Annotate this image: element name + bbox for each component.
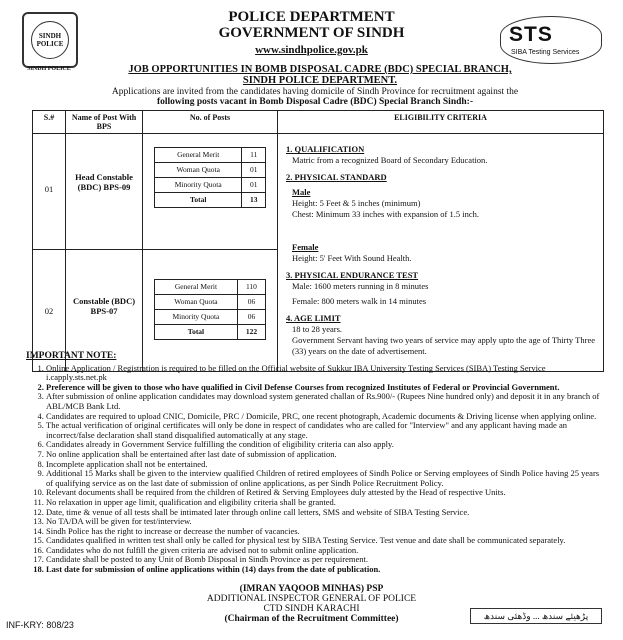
quota-count: 06: [237, 295, 265, 310]
col-posts: No. of Posts: [143, 111, 278, 134]
quota-table: [154, 147, 266, 208]
sts-tagline: SIBA Testing Services: [511, 49, 580, 56]
list-item: 11. No relaxation in upper age limit, qualification and eligibility criteria shall be granted.: [46, 498, 606, 508]
quota-count: 01: [242, 178, 266, 193]
quota-row: [155, 163, 266, 178]
list-item: 17. Candidate shall be posted to any Unit of Bomb Disposal in Sindh Province as per requirement.: [46, 555, 606, 565]
list-item: 12. Date, time & venue of all tests shall be intimated later through online call letters, SMS and website of SIBA Testing Service.: [46, 508, 606, 518]
signatory-designation: ADDITIONAL INSPECTOR GENERAL OF POLICE: [206, 594, 417, 604]
notes-list: [26, 364, 606, 575]
quota-name: General Merit: [155, 148, 242, 163]
female-height: Height: 5' Feet With Sound Health.: [292, 253, 412, 263]
quota-row: [155, 280, 266, 295]
sts-logo-text: STS: [509, 23, 553, 46]
table-row: [33, 134, 604, 250]
quota-row: [155, 325, 266, 340]
list-item: 9. Additional 15 Marks shall be given to the interview qualified Children of retired employees of Sindh Police or Serving employees of Sindh Police having 25 years of qualifying service as on the last date of submission of online applications, as per Sindh Police Recruitment Policy.: [46, 469, 606, 488]
government-title: GOVERNMENT OF SINDH: [218, 25, 405, 41]
female-walk: Female: 800 meters walk in 14 minutes: [292, 296, 427, 306]
list-item: 3. After submission of online application candidates may download system generated challan of Rs.900/- (Rupees Nine hundred only) and deposit it in any branch of ABL/MCB Bank Ltd.: [46, 392, 606, 411]
row2-post: Constable (BDC) BPS-07: [66, 250, 143, 372]
police-badge-icon: SINDH POLICE: [31, 21, 69, 59]
row2-sno: 02: [33, 250, 66, 372]
inf-reference: INF-KRY: 808/23: [6, 620, 74, 630]
signatory-role: (Chairman of the Recruitment Committee): [224, 614, 399, 624]
list-item: 5. The actual verification of original certificates will only be done in respect of candidates who are called for "Interview" and any applicant having made an incorrect/false declaration shall stand disqualified automatically at any stage.: [46, 421, 606, 440]
col-criteria: ELIGIBILITY CRITERIA: [278, 111, 604, 134]
list-item: 7. No online application shall be entertained after last date of submission of application.: [46, 450, 606, 460]
physical-standard-title: 2. PHYSICAL STANDARD: [286, 172, 387, 182]
row1-post: Head Constable (BDC) BPS-09: [66, 134, 143, 250]
quota-row: [155, 310, 266, 325]
website-link[interactable]: www.sindhpolice.gov.pk: [255, 44, 368, 56]
quota-name: Minority Quota: [155, 310, 238, 325]
quota-count: 122: [237, 325, 265, 340]
department-title: POLICE DEPARTMENT: [228, 9, 395, 25]
quota-count: 06: [237, 310, 265, 325]
list-item: 14. Sindh Police has the right to increase or decrease the number of vacancies.: [46, 527, 606, 537]
table-header-row: [33, 111, 604, 134]
list-item: 1. Online Application / Registration is required to be filled on the Official website of Sukkur IBA University Testing Services (SIBA) Testing Service i.capply.sts.net.pk: [46, 364, 606, 383]
job-heading-line2: SINDH POLICE DEPARTMENT.: [242, 75, 398, 86]
signatory-office: CTD SINDH KARACHI: [263, 604, 360, 614]
posts-table: [32, 110, 604, 372]
quota-count: 11: [242, 148, 266, 163]
sts-logo: [500, 16, 602, 64]
col-sno: S.#: [33, 111, 66, 134]
list-item: 16. Candidates who do not fulfill the given criteria are advised not to submit online application.: [46, 546, 606, 556]
quota-count: 01: [242, 163, 266, 178]
qualification-text: Matric from a recognized Board of Secondary Education.: [292, 155, 488, 165]
quota-count: 13: [242, 193, 266, 208]
list-item: 4. Candidates are required to upload CNIC, Domicile, PRC / Domicile, PRC, one recent photograph, Academic documents & Driving license when applying online.: [46, 412, 606, 422]
female-label: Female: [292, 242, 319, 252]
quota-name: Total: [155, 325, 238, 340]
qualification-title: 1. QUALIFICATION: [286, 144, 365, 154]
list-item: 15. Candidates qualified in written test shall only be called for physical test by SIBA Testing Service. Test venue and date shall be communicated separately.: [46, 536, 606, 546]
signatory-name: (IMRAN YAQOOB MINHAS) PSP: [239, 584, 384, 594]
list-item: 6. Candidates already in Government Service fulfilling the condition of eligibility criteria can also apply.: [46, 440, 606, 450]
endurance-test-title: 3. PHYSICAL ENDURANCE TEST: [286, 270, 419, 280]
quota-row: [155, 178, 266, 193]
quota-row: [155, 193, 266, 208]
quota-row: [155, 148, 266, 163]
quota-name: General Merit: [155, 280, 238, 295]
list-item: 2. Preference will be given to those who have qualified in Civil Defense Courses from recognized Institutes of Federal or Provincial Government.: [46, 383, 606, 393]
list-item: 10. Relevant documents shall be required from the children of Retired & Serving Employees duly attested by the Head of respective Units.: [46, 488, 606, 498]
row1-quota-cell: [143, 134, 278, 250]
quota-name: Total: [155, 193, 242, 208]
list-item: 18. Last date for submission of online applications within (14) days from the date of publication.: [46, 565, 606, 575]
quota-name: Woman Quota: [155, 295, 238, 310]
male-label: Male: [292, 187, 311, 197]
intro-line1: Applications are invited from the candidates having domicile of Sindh Province for recruitment against the: [111, 87, 519, 97]
male-height: Height: 5 Feet & 5 inches (minimum): [292, 198, 421, 208]
list-item: 8. Incomplete application shall not be entertained.: [46, 460, 606, 470]
eligibility-criteria: [278, 134, 604, 372]
male-run: Male: 1600 meters running in 8 minutes: [292, 281, 429, 291]
quota-table: [154, 279, 266, 340]
urdu-slogan: پڑھیئے سندھ ... وڈھئی سندھ: [470, 608, 602, 624]
col-post: Name of Post With BPS: [66, 111, 143, 134]
list-item: 13. No TA/DA will be given for test/interview.: [46, 517, 606, 527]
quota-row: [155, 295, 266, 310]
logo-caption: SINDH POLICE: [27, 66, 71, 72]
intro-line2: following posts vacant in Bomb Disposal Cadre (BDC) Special Branch Sindh:-: [156, 97, 473, 107]
age-limit: 18 to 28 years.: [292, 324, 343, 334]
quota-name: Woman Quota: [155, 163, 242, 178]
quota-count: 110: [237, 280, 265, 295]
male-chest: Chest: Minimum 33 inches with expansion of 1.5 inch.: [292, 209, 479, 219]
quota-name: Minority Quota: [155, 178, 242, 193]
important-notes: [26, 352, 606, 575]
age-relaxation: Government Servant having two years of service may apply upto the age of Thirty Three (33) years on the date of advertisement.: [292, 335, 595, 356]
age-limit-title: 4. AGE LIMIT: [286, 313, 341, 323]
notes-title: IMPORTANT NOTE:: [26, 351, 117, 361]
job-heading-line1: JOB OPPORTUNITIES IN BOMB DISPOSAL CADRE (BDC) SPECIAL BRANCH,: [128, 64, 512, 75]
row1-sno: 01: [33, 134, 66, 250]
